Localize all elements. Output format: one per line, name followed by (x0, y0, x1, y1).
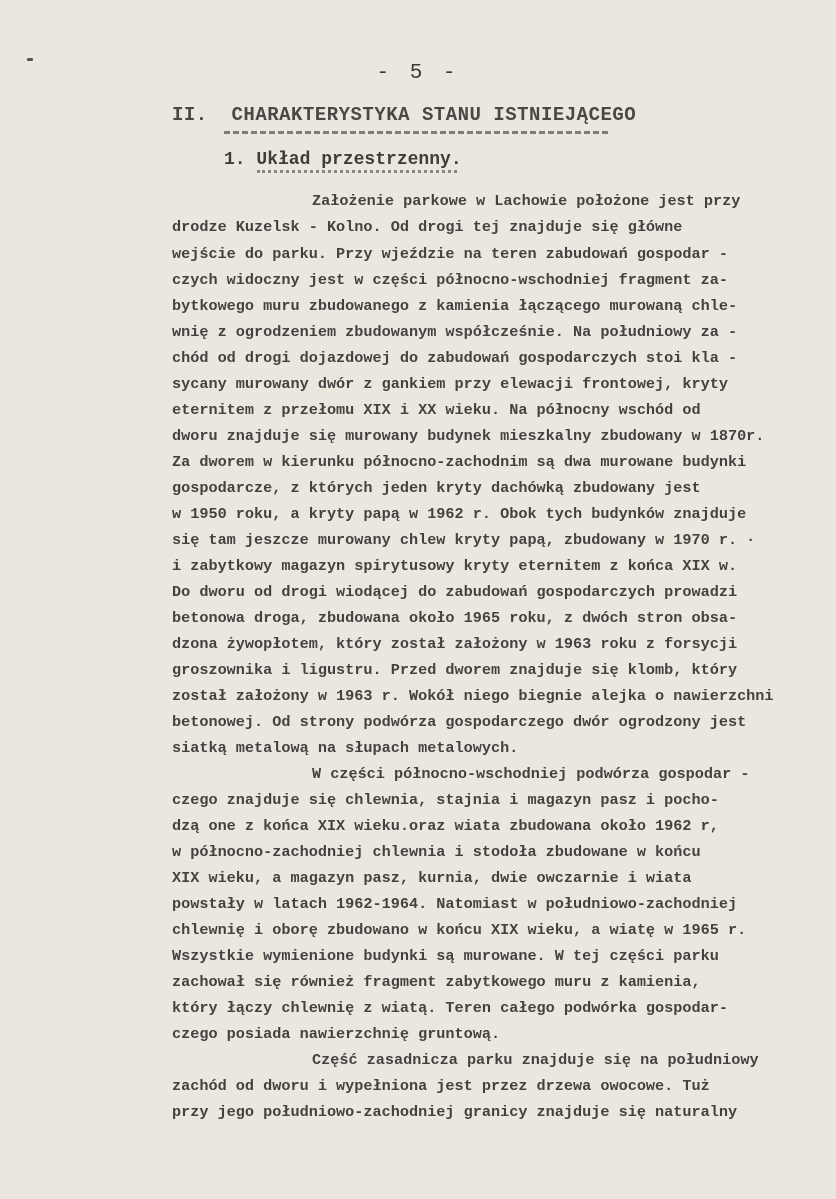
margin-mark (27, 58, 33, 61)
text-line: dzona żywopłotem, który został założony w 1963 roku z forsycji (172, 635, 738, 653)
text-line: siatką metalową na słupach metalowych. (172, 739, 519, 757)
text-line: bytkowego muru zbudowanego z kamienia łączącego murowaną chle- (172, 297, 738, 315)
text-line: drodze Kuzelsk - Kolno. Od drogi tej znajduje się główne (172, 218, 683, 236)
text-line: przy jego południowo-zachodniej granicy znajduje się naturalny (172, 1103, 738, 1121)
text-line: się tam jeszcze murowany chlew kryty papą, zbudowany w 1970 r. · (172, 531, 756, 549)
text-line: betonowa droga, zbudowana około 1965 roku, z dwóch stron obsa- (172, 609, 738, 627)
text-line: Do dworu od drogi wiodącej do zabudowań gospodarczych prowadzi (172, 583, 738, 601)
text-line: zachował się również fragment zabytkowego muru z kamienia, (172, 973, 701, 991)
subsection-heading-underline (257, 170, 457, 173)
text-line: gospodarcze, z których jeden kryty dachówką zbudowany jest (172, 479, 701, 497)
text-line: wnię z ogrodzeniem zbudowanym współcześnie. Na południowy za - (172, 323, 738, 341)
text-line: powstały w latach 1962-1964. Natomiast w południowo-zachodniej (172, 895, 738, 913)
text-line: w północno-zachodniej chlewnia i stodoła zbudowane w końcu (172, 843, 701, 861)
text-line: czego znajduje się chlewnia, stajnia i magazyn pasz i pocho- (172, 791, 719, 809)
text-line: wejście do parku. Przy wjeździe na teren zabudowań gospodar - (172, 245, 728, 263)
text-line: dzą one z końca XIX wieku.oraz wiata zbudowana około 1962 r, (172, 817, 719, 835)
text-line: czych widoczny jest w części północno-wschodniej fragment za- (172, 271, 728, 289)
text-line: Za dworem w kierunku północno-zachodnim są dwa murowane budynki (172, 453, 747, 471)
text-line: groszownika i ligustru. Przed dworem znajduje się klomb, który (172, 661, 738, 679)
text-line: został założony w 1963 r. Wokół niego biegnie alejka o nawierzchni (172, 687, 774, 705)
text-line: w 1950 roku, a kryty papą w 1962 r. Obok tych budynków znajduje (172, 505, 747, 523)
text-line: betonowej. Od strony podwórza gospodarczego dwór ogrodzony jest (172, 713, 747, 731)
text-line: Wszystkie wymienione budynki są murowane. W tej części parku (172, 947, 719, 965)
text-line: W części północno-wschodniej podwórza gospodar - (312, 765, 750, 783)
text-line: chód od drogi dojazdowej do zabudowań gospodarczych stoi kla - (172, 349, 738, 367)
page-number: - 5 - (376, 62, 460, 85)
text-line: czego posiada nawierzchnię gruntową. (172, 1025, 501, 1043)
text-line: chlewnię i oborę zbudowano w końcu XIX wieku, a wiatę w 1965 r. (172, 921, 747, 939)
text-line: dworu znajduje się murowany budynek mieszkalny zbudowany w 1870r. (172, 427, 765, 445)
text-line: Część zasadnicza parku znajduje się na południowy (312, 1051, 759, 1069)
section-heading: II. CHARAKTERYSTYKA STANU ISTNIEJĄCEGO (172, 104, 637, 126)
text-line: eternitem z przełomu XIX i XX wieku. Na północny wschód od (172, 401, 701, 419)
text-line: sycany murowany dwór z gankiem przy elewacji frontowej, kryty (172, 375, 728, 393)
text-line: który łączy chlewnię z wiatą. Teren całego podwórka gospodar- (172, 999, 728, 1017)
text-line: zachód od dworu i wypełniona jest przez drzewa owocowe. Tuż (172, 1077, 710, 1095)
text-line: XIX wieku, a magazyn pasz, kurnia, dwie owczarnie i wiata (172, 869, 692, 887)
subsection-heading: 1. Układ przestrzenny. (224, 150, 462, 170)
text-line: Założenie parkowe w Lachowie położone jest przy (312, 192, 741, 210)
section-heading-underline (224, 131, 608, 134)
text-line: i zabytkowy magazyn spirytusowy kryty eternitem z końca XIX w. (172, 557, 738, 575)
